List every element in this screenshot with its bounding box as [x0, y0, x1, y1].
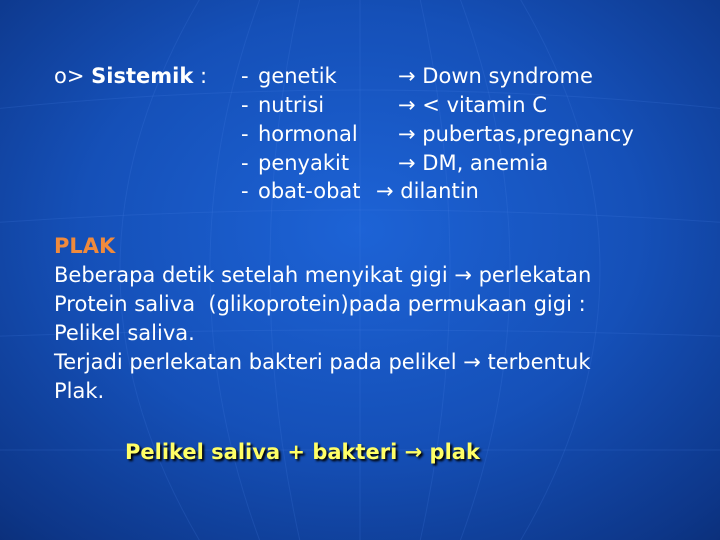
- item-dash: -: [241, 93, 249, 117]
- item-result: pubertas,pregnancy: [422, 122, 634, 146]
- item-term: genetik: [258, 64, 337, 88]
- item-result-row: [398, 62, 593, 90]
- item-term: obat-obat: [258, 179, 361, 203]
- item-term: hormonal: [258, 122, 358, 146]
- plak-paragraph-line: Pelikel saliva.: [54, 321, 195, 345]
- sistemik-label: Sistemik: [91, 64, 194, 88]
- item-result: < vitamin C: [422, 93, 547, 117]
- item-dash: -: [241, 64, 249, 88]
- item-result-row: [376, 177, 479, 205]
- item-result-row: [398, 91, 547, 119]
- sistemik-header: [54, 62, 207, 90]
- plak-paragraph-line: Protein saliva (glikoprotein)pada permukaan gigi :: [54, 292, 586, 316]
- plak-formula: Pelikel saliva + bakteri → plak: [125, 440, 480, 464]
- arrow-right-icon: →: [398, 64, 416, 88]
- arrow-right-icon: →: [398, 122, 416, 146]
- plak-paragraph-line: Beberapa detik setelah menyikat gigi → perlekatan: [54, 263, 592, 287]
- item-dash: -: [241, 179, 249, 203]
- item-result-row: [398, 120, 634, 148]
- item-dash: -: [241, 122, 249, 146]
- bullet-marker: o>: [54, 64, 85, 88]
- arrow-right-icon: →: [398, 93, 416, 117]
- item-result: DM, anemia: [422, 151, 549, 175]
- plak-paragraph-line: Terjadi perlekatan bakteri pada pelikel → terbentuk: [54, 350, 591, 374]
- plak-paragraph-line: Plak.: [54, 379, 105, 403]
- item-dash: -: [241, 151, 249, 175]
- sistemik-colon: :: [199, 64, 208, 88]
- arrow-right-icon: →: [398, 151, 416, 175]
- item-term: penyakit: [258, 151, 350, 175]
- item-result: Down syndrome: [422, 64, 593, 88]
- plak-heading: PLAK: [54, 234, 116, 258]
- arrow-right-icon: →: [376, 179, 394, 203]
- item-result: dilantin: [400, 179, 479, 203]
- item-term: nutrisi: [258, 93, 325, 117]
- item-result-row: [398, 149, 548, 177]
